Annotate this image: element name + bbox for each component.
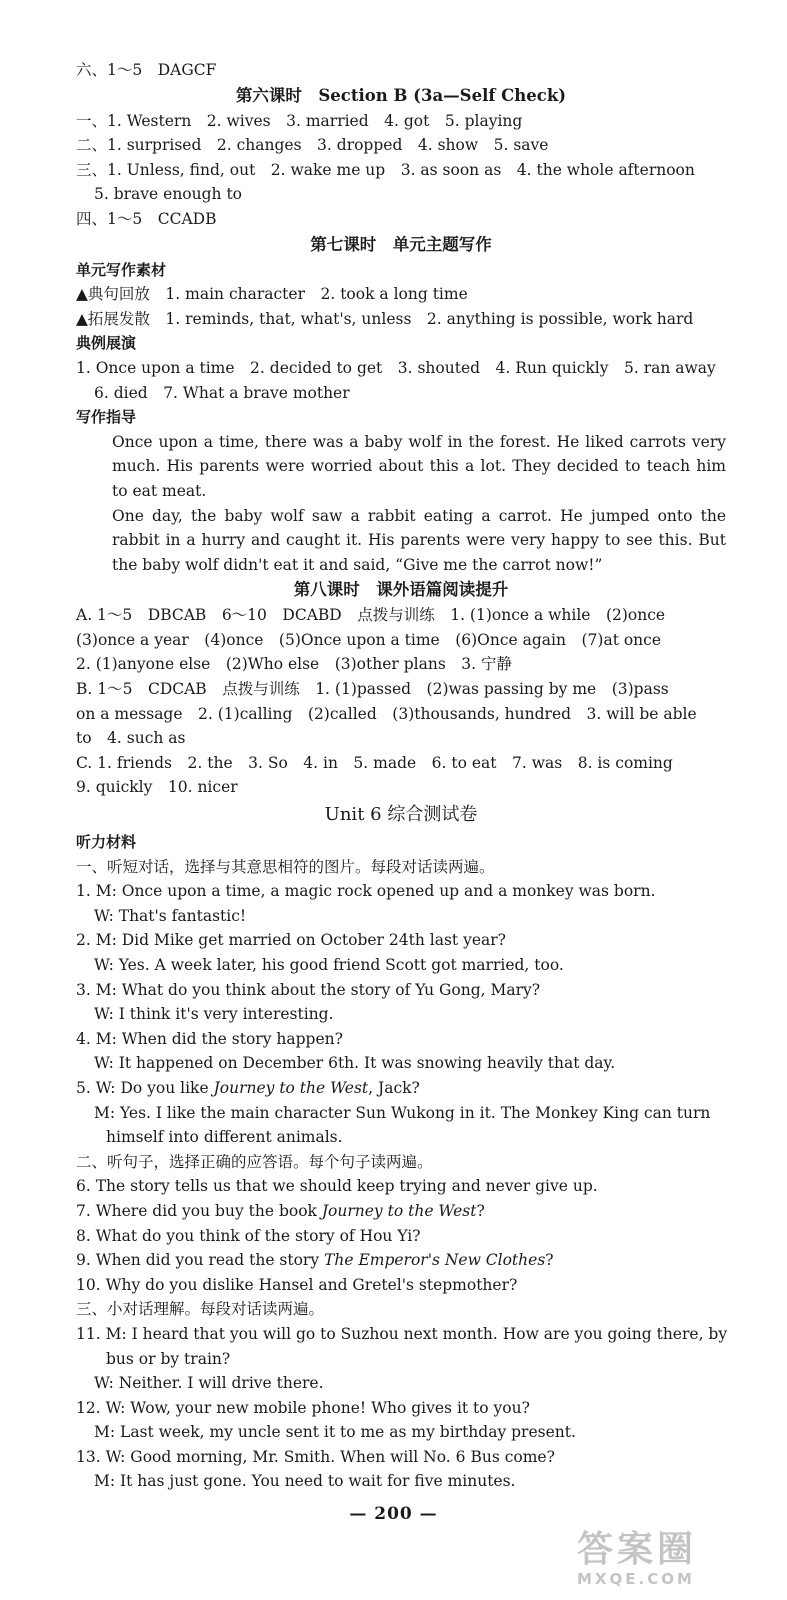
- text-line: M: Last week, my uncle sent it to me as my birthday present.: [94, 1423, 576, 1442]
- text-line: 6. died 7. What a brave mother: [94, 383, 350, 402]
- text-line: [76, 1076, 726, 1101]
- text-line: W: It happened on December 6th. It was snowing heavily that day.: [94, 1054, 616, 1073]
- text-line: 11. M: I heard that you will go to Suzhou next month. How are you going there, by: [76, 1324, 728, 1343]
- text-line: ▲拓展发散 1. reminds, that, what's, unless 2. anything is possible, work hard: [76, 309, 694, 328]
- text-line: (3)once a year (4)once (5)Once upon a time (6)Once again (7)at once: [76, 630, 662, 649]
- text-line: A. 1～5 DBCAB 6～10 DCABD 点拨与训练 1. (1)once a while (2)once: [76, 606, 666, 625]
- text-line: 三、小对话理解。每段对话读两遍。: [76, 1300, 325, 1319]
- text-line: W: Neither. I will drive there.: [94, 1374, 324, 1393]
- text-span: 9. When did you read the story: [76, 1251, 325, 1270]
- text-line: 12. W: Wow, your new mobile phone! Who gives it to you?: [76, 1398, 530, 1417]
- section-label: 单元写作素材: [76, 260, 167, 279]
- text-line: 5. brave enough to: [94, 185, 243, 204]
- paragraph: One day, the baby wolf saw a rabbit eating a carrot. He jumped onto the rabbit in a hurry and caught it. His parents were very happy to see this. But the baby wolf didn't eat it and said, “Give me the carrot now!”: [112, 506, 726, 574]
- text-line: on a message 2. (1)calling (2)called (3)thousands, hundred 3. will be able: [76, 704, 697, 723]
- text-line: 3. M: What do you think about the story of Yu Gong, Mary?: [76, 980, 541, 999]
- text-line: 三、1. Unless, find, out 2. wake me up 3. as soon as 4. the whole afternoon: [76, 160, 695, 179]
- text-line: 6. The story tells us that we should keep trying and never give up.: [76, 1177, 598, 1196]
- text-span: ?: [476, 1201, 485, 1220]
- text-line: 一、听短对话，选择与其意思相符的图片。每段对话读两遍。: [76, 857, 495, 876]
- text-line: 二、听句子，选择正确的应答语。每个句子读两遍。: [76, 1152, 433, 1171]
- text-line: 1. Once upon a time 2. decided to get 3. shouted 4. Run quickly 5. ran away: [76, 358, 716, 377]
- book-title: The Emperor's New Clothes: [324, 1251, 546, 1270]
- text-line: W: That's fantastic!: [94, 906, 247, 925]
- text-line: 1. M: Once upon a time, a magic rock opened up and a monkey was born.: [76, 882, 656, 901]
- text-line: 2. (1)anyone else (2)Who else (3)other plans 3. 宁静: [76, 655, 512, 674]
- text-span: ?: [545, 1251, 554, 1270]
- text-line: 4. M: When did the story happen?: [76, 1029, 343, 1048]
- text-line: bus or by train?: [106, 1349, 231, 1368]
- text-line: [76, 1248, 726, 1273]
- paragraph: Once upon a time, there was a baby wolf in the forest. He liked carrots very much. His parents were worried about this a lot. They decided to teach him to eat meat.: [112, 432, 726, 500]
- lesson-heading: 第八课时 课外语篇阅读提升: [293, 580, 509, 600]
- text-span: 5. W: Do you like: [76, 1078, 214, 1097]
- text-line: ▲典句回放 1. main character 2. took a long time: [76, 285, 468, 304]
- text-span: , Jack?: [368, 1078, 420, 1097]
- section-label: 听力材料: [76, 833, 137, 852]
- text-line: 四、1～5 CCADB: [76, 209, 217, 228]
- text-line: 2. M: Did Mike get married on October 24th last year?: [76, 931, 506, 950]
- text-line: M: It has just gone. You need to wait for five minutes.: [94, 1472, 516, 1491]
- text-line: W: Yes. A week later, his good friend Scott got married, too.: [94, 956, 564, 974]
- text-line: 10. Why do you dislike Hansel and Gretel's stepmother?: [76, 1275, 518, 1294]
- unit-heading: Unit 6 综合测试卷: [324, 804, 478, 826]
- page-number: — 200 —: [349, 1504, 438, 1524]
- text-line: C. 1. friends 2. the 3. So 4. in 5. made 6. to eat 7. was 8. is coming: [76, 753, 673, 772]
- text-line: 9. quickly 10. nicer: [76, 778, 238, 797]
- watermark-top: 答案圈: [577, 1529, 698, 1570]
- watermark-logo: [577, 1530, 777, 1594]
- book-title: Journey to the West: [321, 1201, 477, 1220]
- text-span: 7. Where did you buy the book: [76, 1201, 322, 1220]
- text-line: 一、1. Western 2. wives 3. married 4. got 5. playing: [76, 111, 523, 130]
- text-line: [76, 1199, 726, 1224]
- section-label: 典例展演: [76, 334, 137, 353]
- text-line: himself into different animals.: [106, 1128, 343, 1147]
- text-line: 13. W: Good morning, Mr. Smith. When will No. 6 Bus come?: [76, 1447, 555, 1466]
- text-line: 六、1～5 DAGCF: [76, 61, 217, 79]
- text-line: 8. What do you think of the story of Hou Yi?: [76, 1226, 421, 1245]
- lesson-heading: 第七课时 单元主题写作: [310, 234, 492, 254]
- watermark-bottom: MXQE.COM: [577, 1570, 695, 1588]
- text-line: M: Yes. I like the main character Sun Wukong in it. The Monkey King can turn: [94, 1103, 711, 1122]
- text-line: W: I think it's very interesting.: [94, 1005, 334, 1024]
- text-line: to 4. such as: [76, 729, 186, 748]
- lesson-heading: 第六课时 Section B (3a—Self Check): [235, 85, 567, 105]
- book-title: Journey to the West: [213, 1078, 369, 1097]
- text-line: 二、1. surprised 2. changes 3. dropped 4. show 5. save: [76, 136, 549, 155]
- section-label: 写作指导: [76, 408, 137, 427]
- text-line: B. 1～5 CDCAB 点拨与训练 1. (1)passed (2)was passing by me (3)pass: [76, 680, 669, 699]
- answer-page: [76, 58, 726, 1494]
